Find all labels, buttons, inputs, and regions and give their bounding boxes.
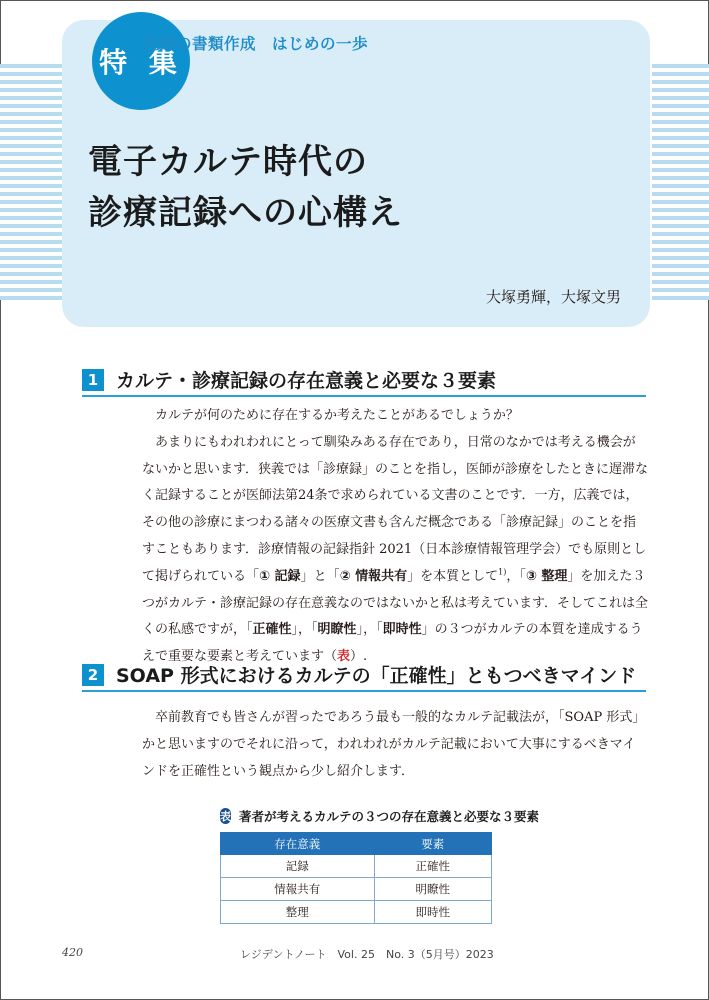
section-2-body bbox=[142, 705, 648, 785]
title-line-2: 診療記録への心構え bbox=[88, 193, 403, 233]
section-1-body bbox=[142, 403, 648, 671]
authors: 大塚勇輝，大塚文男 bbox=[485, 288, 621, 306]
section-1-heading bbox=[82, 369, 646, 397]
table-tag: 表 bbox=[220, 810, 231, 823]
paragraph: あまりにもわれわれにとって馴染みある存在であり，日常のなかでは考える機会がないかと思います．狭義では「診療録」のことを指し，医師が診療をしたときに遅滞なく記録することが医師法第24条で求められている文書のことです．一方，広義では，その他の診療にまつわる諸々の医療文書も含んだ概念である「診療記録」のことを指すこともあります．診療情報の記録指針 2021（日本診療情報管理学会）でも原則として掲げられている「① 記録」と「② 情報共有」を本質として$^{1)}$，「③ 整理」を加えた３つがカルテ・診療記録の存在意義なのではないかと私は考えています．そしてこれは全くの私感ですが，「正確性」，「明瞭性」，「即時性」の３つがカルテの本質を達成するうえで重要な要素と考えています（表）. bbox=[142, 434, 648, 665]
page-footer bbox=[62, 946, 494, 961]
series-title: 医師の書類作成 はじめの一歩 bbox=[144, 35, 369, 53]
column-header: 要素 bbox=[374, 833, 492, 855]
section-1-title: カルテ・診療記録の存在意義と必要な３要素 bbox=[116, 370, 497, 392]
table-cell: 明瞭性 bbox=[374, 878, 492, 901]
section-1-number: 1 bbox=[82, 369, 104, 391]
paragraph: カルテが何のために存在するか考えたことがあるでしょうか？ bbox=[155, 408, 519, 423]
paragraph: 卒前教育でも皆さんが習ったであろう最も一般的なカルテ記載法が，「SOAP 形式」かと思いますのでそれに沿って，われわれがカルテ記載において大事にするべきマインドを正確性という観点から少し紹介します． bbox=[142, 710, 646, 779]
term-record: ① 記録 bbox=[259, 568, 301, 584]
page-number: 420 bbox=[62, 946, 83, 959]
reference-mark: 1) bbox=[498, 567, 507, 577]
decorative-stripes-right bbox=[652, 64, 709, 300]
term-organize: ③ 整理 bbox=[525, 568, 568, 584]
column-header: 存在意義 bbox=[221, 833, 375, 855]
table bbox=[220, 832, 492, 924]
table-cell: 整理 bbox=[221, 901, 375, 924]
table-row bbox=[221, 901, 492, 924]
term-accuracy: 正確性 bbox=[252, 622, 292, 638]
table-caption-text: 著者が考えるカルテの３つの存在意義と必要な３要素 bbox=[239, 809, 540, 824]
section-2-title: SOAP 形式におけるカルテの「正確性」ともつべきマインド bbox=[116, 665, 637, 687]
table-cell: 即時性 bbox=[374, 901, 492, 924]
article-title bbox=[88, 137, 403, 239]
section-2-number: 2 bbox=[82, 664, 104, 686]
feature-badge: 特 集 bbox=[92, 12, 190, 110]
table-header-row bbox=[221, 833, 492, 855]
journal-info: レジデントノート Vol. 25 No. 3（5月号）2023 bbox=[240, 948, 494, 961]
table-cell: 正確性 bbox=[374, 855, 492, 878]
table-reference-link[interactable]: 表 bbox=[337, 649, 351, 665]
title-line-1: 電子カルテ時代の bbox=[88, 142, 368, 182]
term-immediacy: 即時性 bbox=[382, 622, 422, 638]
term-sharing: ② 情報共有 bbox=[339, 568, 408, 584]
term-clarity: 明瞭性 bbox=[317, 622, 357, 638]
section-2-heading bbox=[82, 664, 646, 692]
table-cell: 記録 bbox=[221, 855, 375, 878]
table-row bbox=[221, 855, 492, 878]
table-row bbox=[221, 878, 492, 901]
table-caption bbox=[220, 806, 540, 826]
table-cell: 情報共有 bbox=[221, 878, 375, 901]
summary-table bbox=[220, 806, 540, 924]
decorative-stripes-left bbox=[0, 64, 62, 300]
